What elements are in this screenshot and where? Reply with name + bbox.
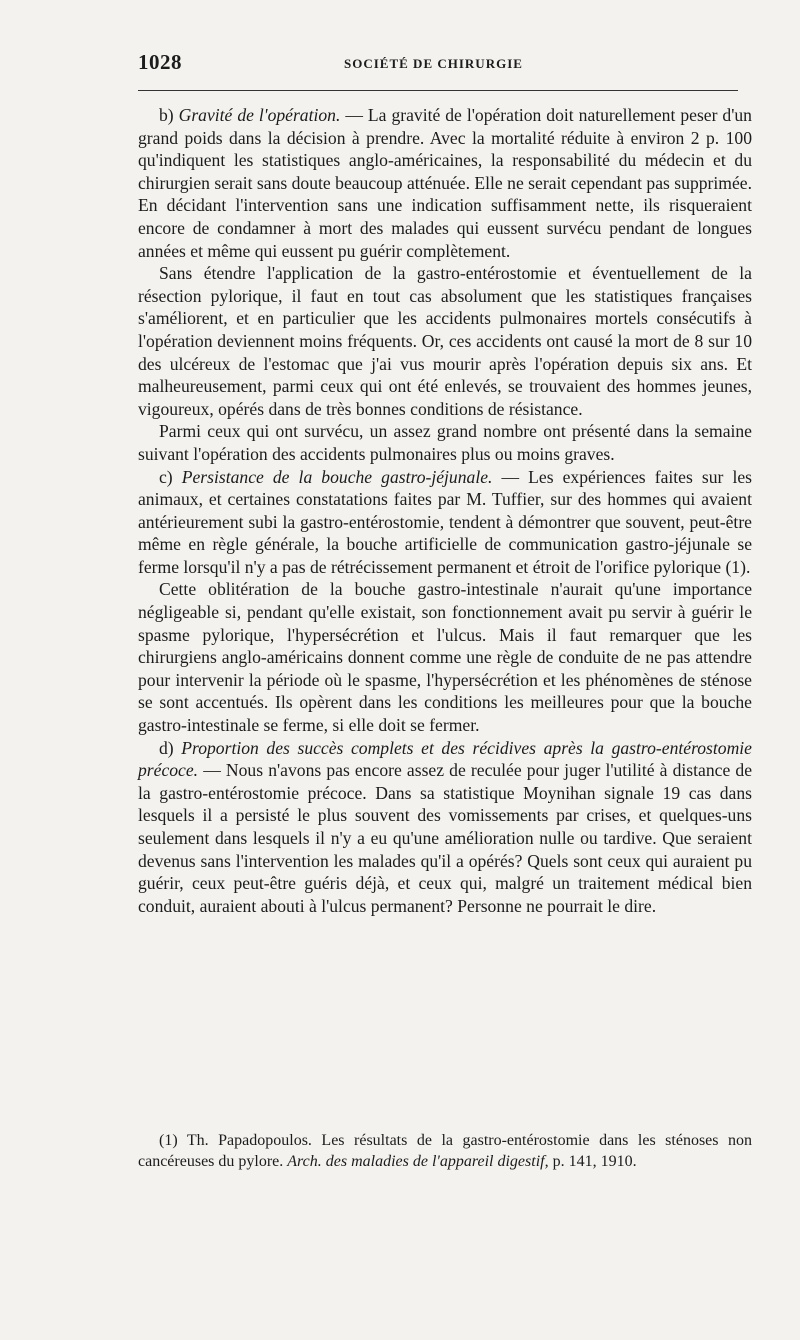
running-head: SOCIÉTÉ DE CHIRURGIE (344, 56, 523, 71)
body-text (138, 104, 752, 917)
header-rule (138, 90, 738, 91)
page-number: 1028 (138, 50, 182, 74)
paragraph: Parmi ceux qui ont survécu, un assez grand nombre ont présenté dans la semaine suivant l'opération des accidents pulmonaires plus ou moins graves. (138, 421, 752, 464)
paragraph: Sans étendre l'application de la gastro-entérostomie et éventuellement de la résection pylorique, il faut en tout cas absolument que les statistiques françaises s'améliorent, et en particulier que les accidents pulmonaires mortels consécutifs à l'opération deviennent moins fréquents. Or, ces accidents ont causé la mort de 8 sur 10 des ulcéreux de l'estomac que j'ai vus mourir après l'opération depuis six ans. Et malheureusement, parmi ceux qui ont été enlevés, se trouvaient des hommes jeunes, vigoureux, opérés dans de très bonnes conditions de résistance. (138, 263, 752, 419)
section-title: Proportion des succès complets et des récidives après la gastro-entérostomie précoce. (138, 737, 752, 781)
paragraph-d-proportion: d) Proportion des succès complets et des récidives après la gastro-entérostomie précoce. — Nous n'avons pas encore assez de reculée pour juger l'utilité à distance de la gastro-entérostomie précoce. Dans sa statistique Moynihan signale 19 cas dans lesquels il a persisté le plus souvent des vomissements par crises, et quelques-uns seulement dans lesquels il n'y a eu qu'une amélioration nulle ou tardive. Que seraient devenus sans l'intervention les malades qu'il a opérés? Quels sont ceux qui auraient pu guérir, ceux peut-être guéris déjà, et ceux qui, malgré un traitement médical bien conduit, auraient abouti à l'ulcus permanent? Personne ne pourrait le dire. (138, 737, 752, 916)
journal-title: Arch. des maladies de l'appareil digestif, (287, 1153, 549, 1170)
paragraph: Cette oblitération de la bouche gastro-intestinale n'aurait qu'une importance négligeable si, pendant qu'elle existait, son fonctionnement avait pu servir à guérir le spasme pylorique, l'hypersécrétion et l'ulcus. Mais il faut remarquer que les chirurgiens anglo-américains donnent comme une règle de conduite de ne pas attendre pour intervenir la période où le spasme, l'hypersécrétion et les phénomènes de sténose se sont accentués. Ils opèrent dans les conditions les meilleures pour que la bouche gastro-intestinale se ferme, si elle doit se fermer. (138, 579, 752, 736)
page-header (138, 50, 750, 80)
section-title: Persistance de la bouche gastro-jéjunale. (181, 466, 493, 487)
section-title: Gravité de l'opération. (178, 105, 341, 125)
footnote: (1) Th. Papadopoulos. Les résultats de la gastro-entérostomie dans les sténoses non cancéreuses du pylore. Arch. des maladies de l'appareil digestif, p. 141, 1910. (138, 1132, 752, 1170)
paragraph-b-gravite: b) Gravité de l'opération. — La gravité de l'opération doit naturellement peser d'un grand poids dans la décision à prendre. Avec la mortalité réduite à environ 2 p. 100 qu'indiquent les statistiques anglo-américaines, la responsabilité du médecin et du chirurgien serait sans doute beaucoup atténuée. Elle ne serait cependant pas supprimée. En décidant l'intervention sans une indication suffisamment nette, ils risqueraient encore de condamner à mort des malades qui eussent survécu pendant de longues années et même qui eussent pu guérir complètement. (138, 105, 752, 261)
paragraph-c-persistance: c) Persistance de la bouche gastro-jéjunale. — Les expériences faites sur les animaux, et certaines constatations faites par M. Tuffier, sur des hommes qui avaient antérieurement subi la gastro-entérostomie, tendent à démontrer que souvent, peut-être même en règle générale, la bouche artificielle de communication gastro-jéjunale se ferme lorsqu'il n'y a pas de rétrécissement permanent et étroit de l'orifice pylorique (1). (138, 466, 752, 577)
